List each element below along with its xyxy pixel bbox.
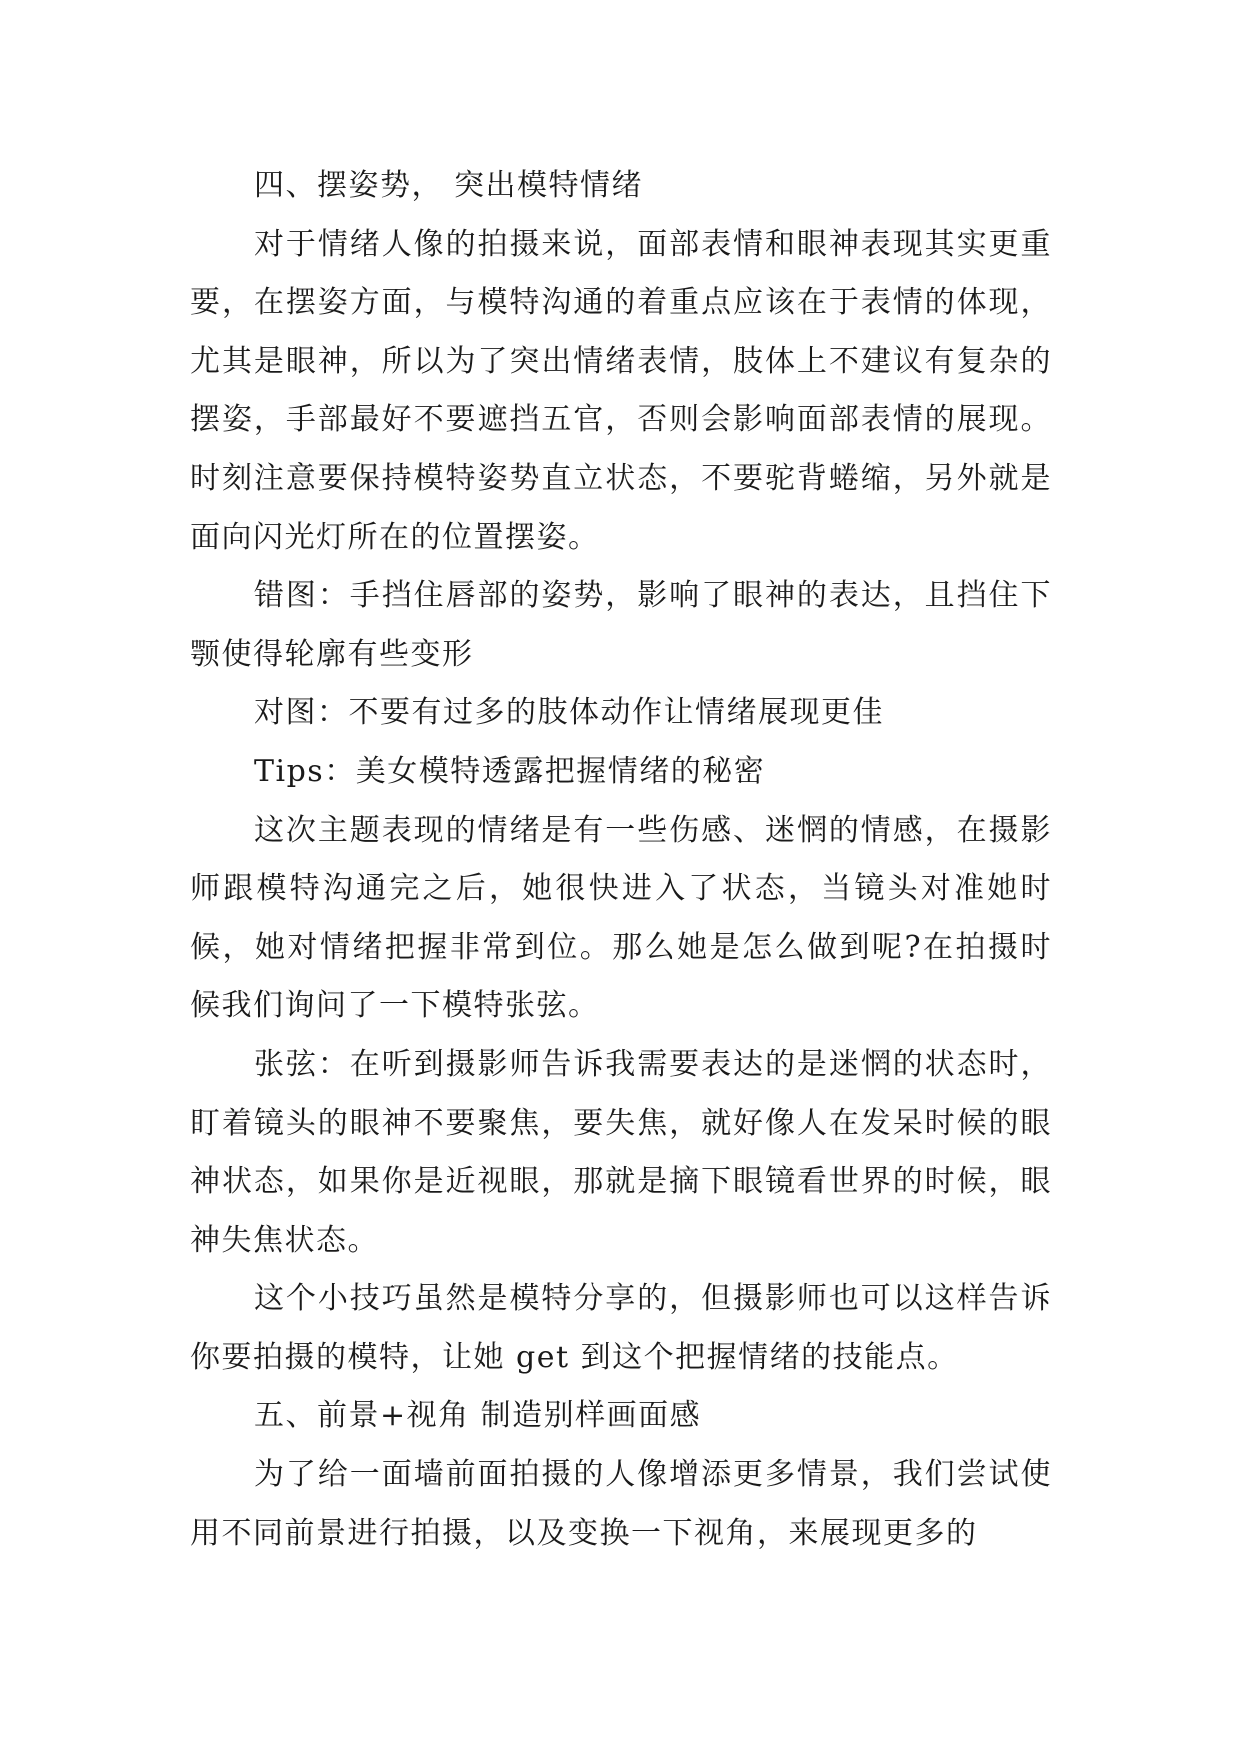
paragraph-theme-emotion: 这次主题表现的情绪是有一些伤感、迷惘的情感，在摄影师跟模特沟通完之后，她很快进入了状态，当镜头对准她时候，她对情绪把握非常到位。那么她是怎么做到呢?在拍摄时候我们询问了一下模特张弦。 <box>190 812 1052 1024</box>
caption-correct-image: 对图：不要有过多的肢体动作让情绪展现更佳 <box>254 695 884 731</box>
paragraph-tip-summary: 这个小技巧虽然是模特分享的，但摄影师也可以这样告诉你要拍摄的模特，让她 get 到这个把握情绪的技能点。 <box>190 1281 1052 1375</box>
paragraph-pose-advice: 对于情绪人像的拍摄来说，面部表情和眼神表现其实更重要，在摆姿方面，与模特沟通的着重点应该在于表情的体现，尤其是眼神，所以为了突出情绪表情，肢体上不建议有复杂的摆姿，手部最好不要遮挡五官，否则会影响面部表情的展现。时刻注意要保持模特姿势直立状态，不要驼背蜷缩，另外就是面向闪光灯所在的位置摆姿。 <box>190 226 1052 555</box>
section-heading-foreground: 五、前景+视角 制造别样画面感 <box>254 1398 702 1434</box>
tips-heading: Tips：美女模特透露把握情绪的秘密 <box>254 753 766 789</box>
section-heading-pose: 四、摆姿势， 突出模特情绪 <box>254 168 644 203</box>
paragraph-foreground-intro: 为了给一面墙前面拍摄的人像增添更多情景，我们尝试使用不同前景进行拍摄，以及变换一下视角，来展现更多的 <box>190 1457 1052 1551</box>
document-body <box>190 157 1052 1563</box>
paragraph-model-quote: 张弦：在听到摄影师告诉我需要表达的是迷惘的状态时，盯着镜头的眼神不要聚焦，要失焦，就好像人在发呆时候的眼神状态，如果你是近视眼，那就是摘下眼镜看世界的时候，眼神失焦状态。 <box>190 1046 1052 1258</box>
caption-wrong-image: 错图：手挡住唇部的姿势，影响了眼神的表达，且挡住下颚使得轮廓有些变形 <box>190 578 1052 672</box>
